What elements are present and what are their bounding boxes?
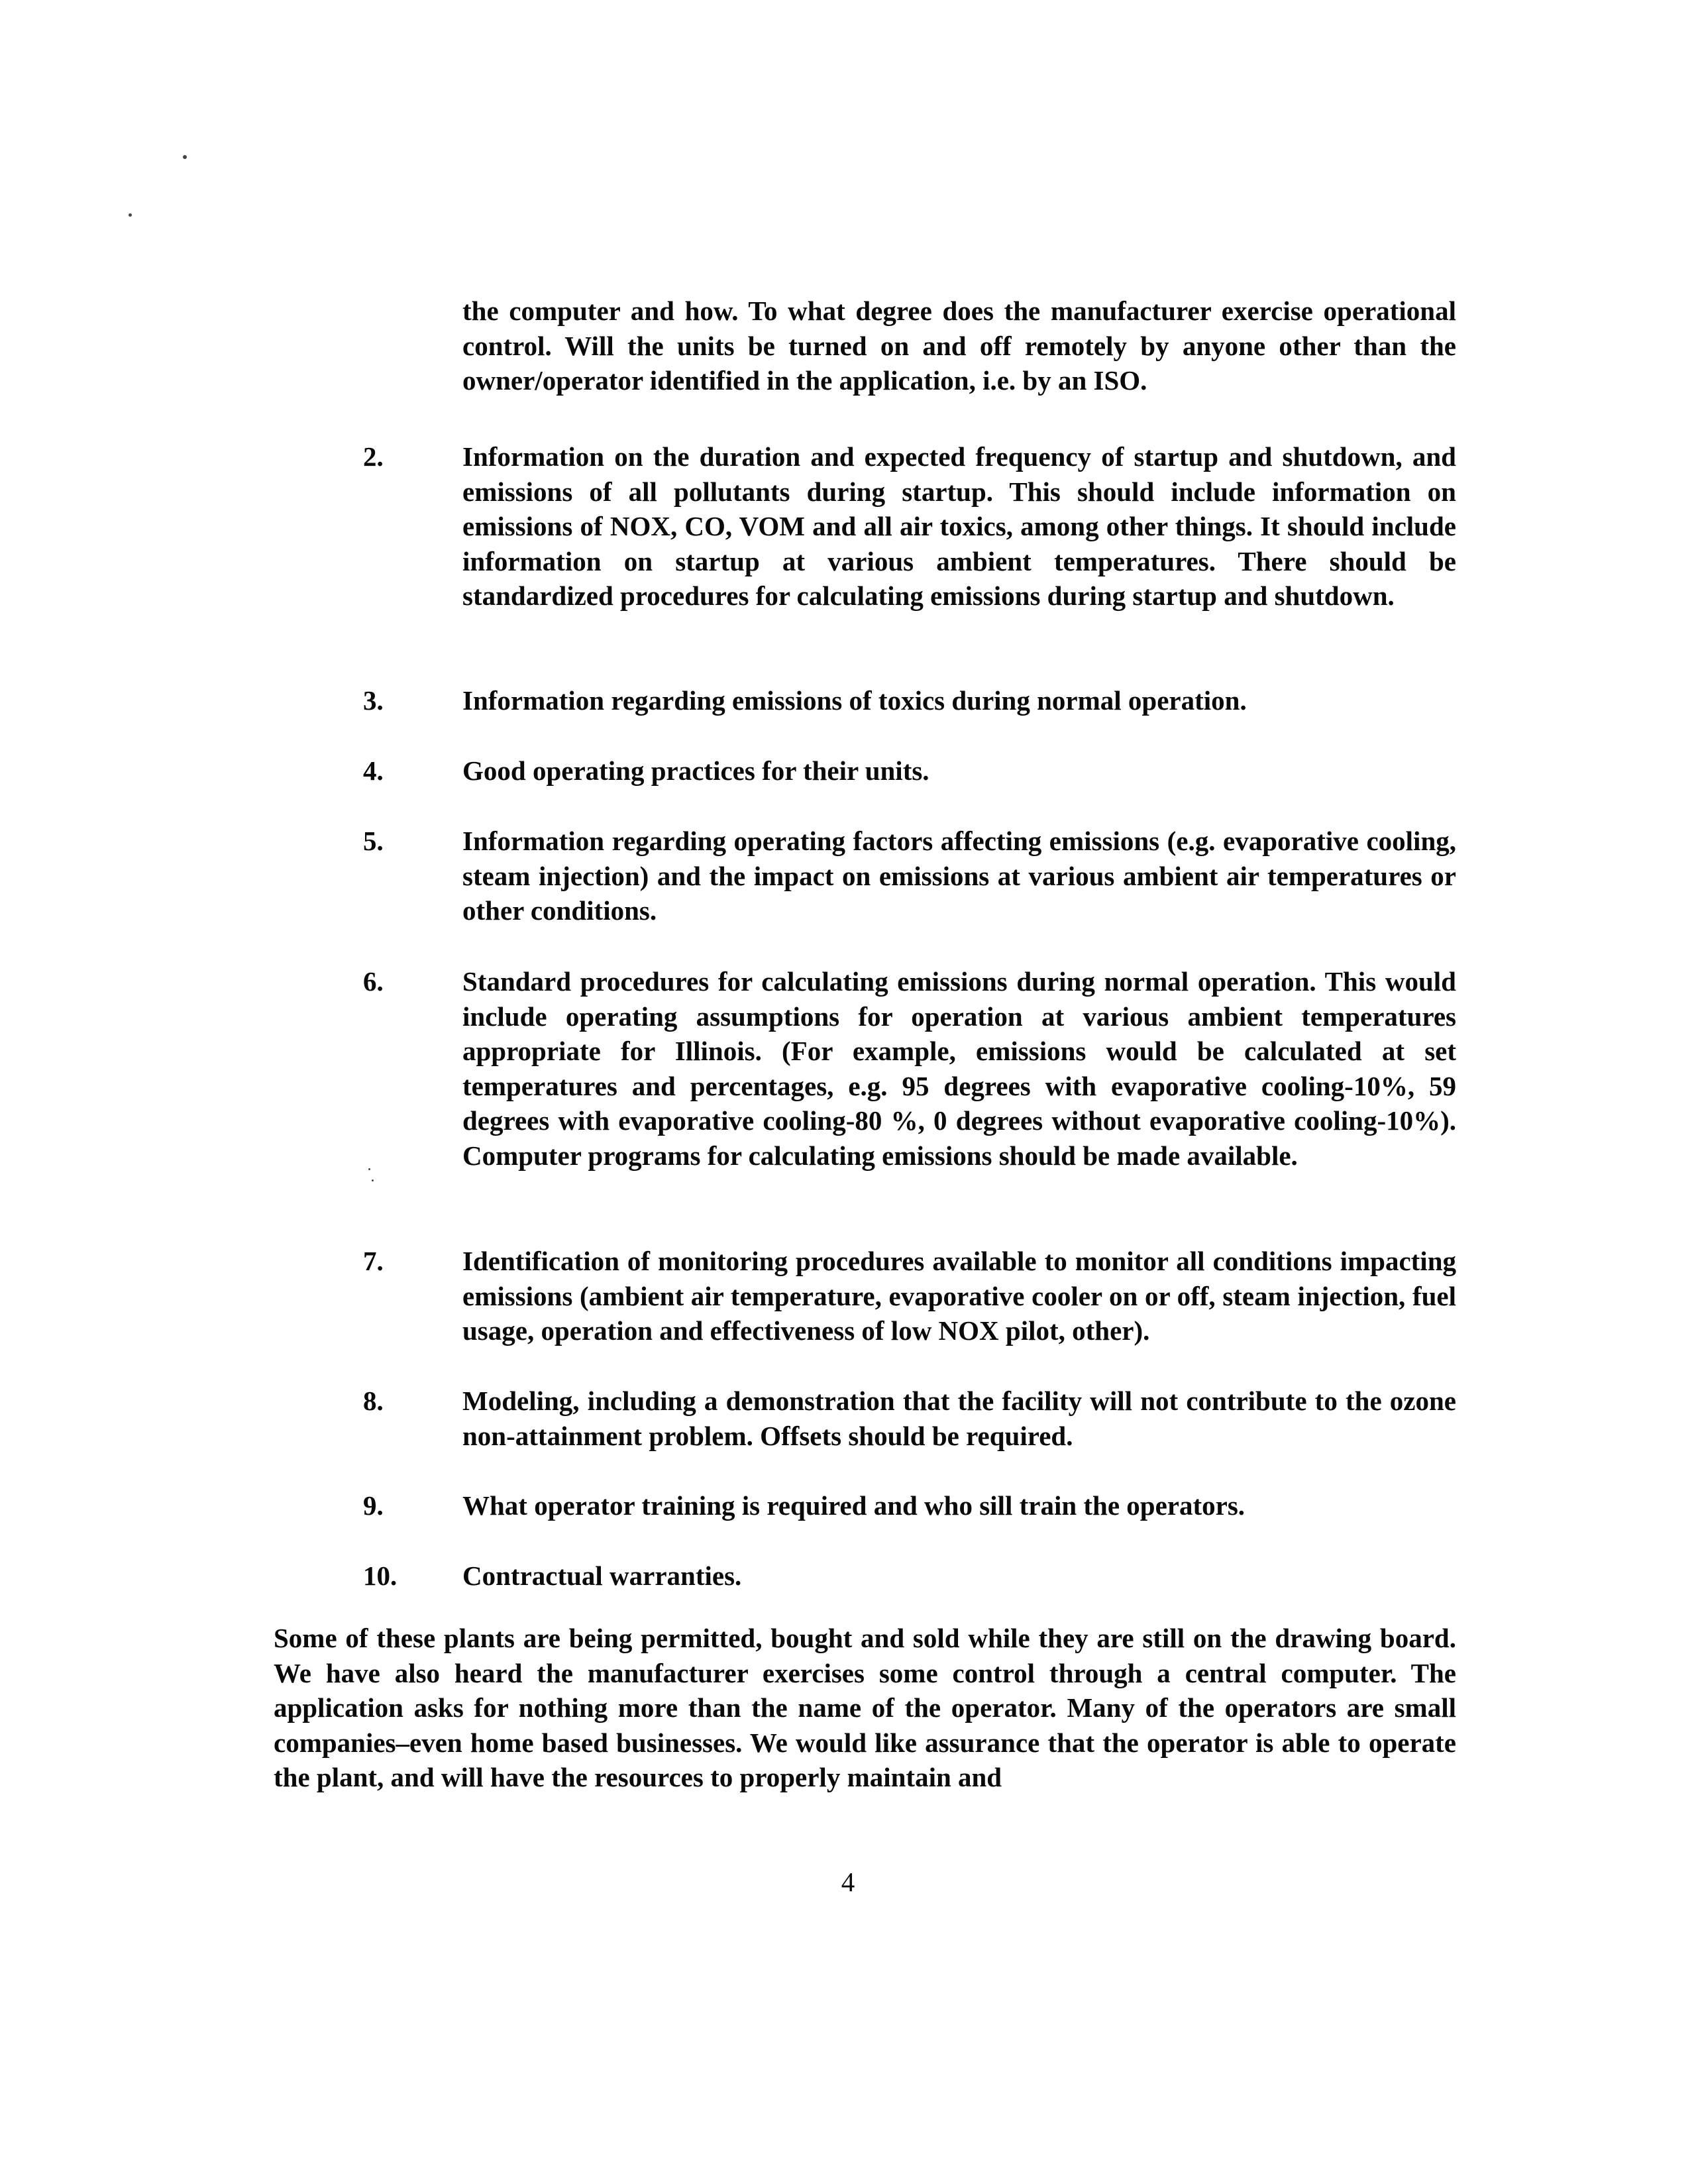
list-item-number: 8. xyxy=(363,1386,384,1416)
list-item-text: Information regarding emissions of toxics during normal operation. xyxy=(462,685,1247,716)
list-item-text: Standard procedures for calculating emissions during normal operation. This would include operating assumptions for operation at various ambient temperatures appropriate for Illinois. (For example, emissions would be calculated at set temperatures and percentages, e.g. 95 degrees with evaporative cooling-10%, 59 degrees with evaporative cooling-80 %, 0 degrees without evaporative cooling-10%). Computer programs for calculating emissions should be made available. xyxy=(462,966,1456,1171)
page-number: 4 xyxy=(841,1867,855,1897)
list-item-text: Contractual warranties. xyxy=(462,1560,742,1591)
scan-speck xyxy=(129,213,132,217)
continuation-text: the computer and how. To what degree does the manufacturer exercise operational control. Will the units be turned on and off remotely by anyone other than the owner/operator identified in the application, i.e. by an ISO. xyxy=(462,296,1456,396)
list-item-number: 4. xyxy=(363,755,384,786)
scan-speck xyxy=(372,1179,374,1181)
list-item-number: 7. xyxy=(363,1246,384,1276)
list-item-text: Information regarding operating factors affecting emissions (e.g. evaporative cooling, steam injection) and the impact on emissions at various ambient air temperatures or other conditions. xyxy=(462,826,1456,926)
list-item-number: 6. xyxy=(363,966,384,997)
list-item-number: 10. xyxy=(363,1560,398,1591)
list-item-text: Identification of monitoring procedures available to monitor all conditions impacting emissions (ambient air temperature, evaporative cooler on or off, steam injection, fuel usage, operation and effectiveness of low NOX pilot, other). xyxy=(462,1246,1456,1346)
list-item-number: 2. xyxy=(363,441,384,472)
list-item-number: 9. xyxy=(363,1490,384,1521)
list-item-number: 3. xyxy=(363,685,384,716)
scan-speck xyxy=(368,1168,370,1170)
scan-speck xyxy=(183,155,187,159)
list-item-text: What operator training is required and who sill train the operators. xyxy=(462,1490,1246,1521)
list-item-text: Good operating practices for their units. xyxy=(462,755,929,786)
list-item-text: Modeling, including a demonstration that the facility will not contribute to the ozone non-attainment problem. Offsets should be required. xyxy=(462,1386,1456,1451)
list-item-number: 5. xyxy=(363,826,384,856)
closing-paragraph: Some of these plants are being permitted, bought and sold while they are still on the drawing board. We have also heard the manufacturer exercises some control through a central computer. The application asks for nothing more than the name of the operator. Many of the operators are small companies–even home based businesses. We would like assurance that the operator is able to operate the plant, and will have the resources to properly maintain and xyxy=(274,1623,1456,1792)
list-item-text: Information on the duration and expected frequency of startup and shutdown, and emissions of all pollutants during startup. This should include information on emissions of NOX, CO, VOM and all air toxics, among other things. It should include information on startup at various ambient temperatures. There should be standardized procedures for calculating emissions during startup and shutdown. xyxy=(462,441,1456,611)
